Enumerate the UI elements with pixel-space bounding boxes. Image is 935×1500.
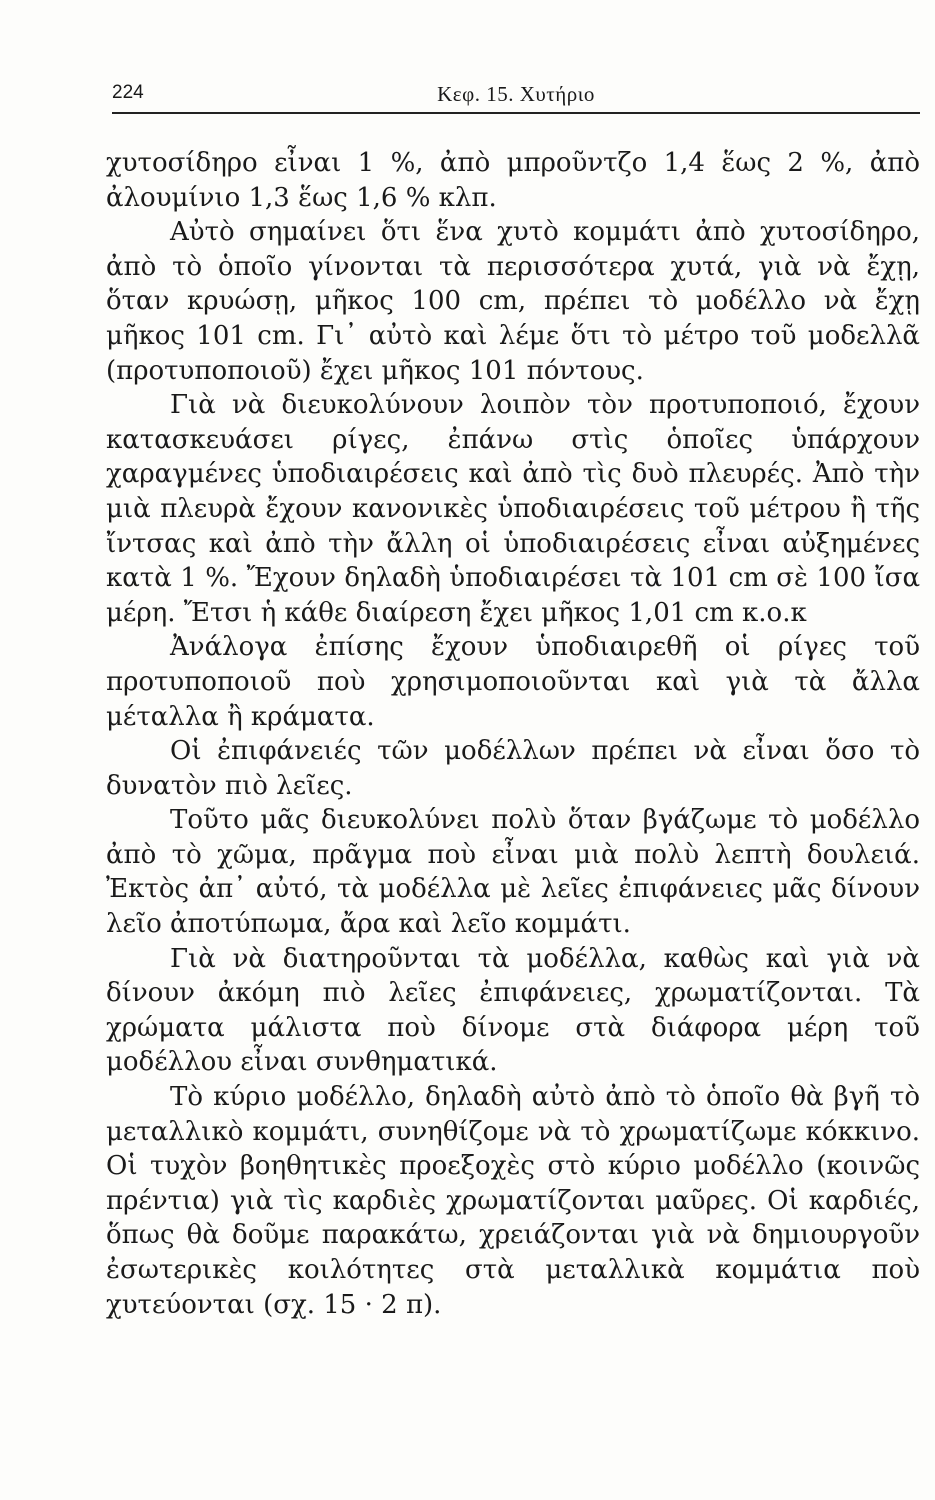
paragraph: Γιὰ νὰ διευκολύνουν λοιπὸν τὸν προτυποποιό, ἔχουν κατασκευάσει ρίγες, ἐπάνω στὶς ὁποῖες ὑπάρχουν χαραγμένες ὑποδιαιρέσεις καὶ ἀπὸ τὶς δυὸ πλευρές. Ἀπὸ τὴν μιὰ πλευρὰ ἔχουν κανονικὲς ὑποδιαιρέσεις τοῦ μέτρου ἢ τῆς ἴντσας καὶ ἀπὸ τὴν ἄλλη οἱ ὑποδιαιρέσεις εἶναι αὐξημένες κατὰ 1 %. Ἔχουν δηλαδὴ ὑποδιαιρέσει τὰ 101 cm σὲ 100 ἴσα μέρη. Ἔτσι ἡ κάθε διαίρεση ἔχει μῆκος 1,01 cm κ.ο.κ — [106, 390, 920, 628]
paragraph: Αὐτὸ σημαίνει ὅτι ἕνα χυτὸ κομμάτι ἀπὸ χυτοσίδηρο, ἀπὸ τὸ ὁποῖο γίνονται τὰ περισσότερα χυτά, γιὰ νὰ ἔχῃ, ὅταν κρυώσῃ, μῆκος 100 cm, πρέπει τὸ μοδέλλο νὰ ἔχῃ μῆκος 101 cm. Γι᾽ αὐτὸ καὶ λέμε ὅτι τὸ μέτρο τοῦ μοδελλᾶ (προτυποποιοῦ) ἔχει μῆκος 101 πόντους. — [106, 217, 920, 386]
paragraph: Οἱ ἐπιφάνειές τῶν μοδέλλων πρέπει νὰ εἶναι ὅσο τὸ δυνατὸν πιὸ λεῖες. — [106, 736, 920, 801]
paragraph: Ἀνάλογα ἐπίσης ἔχουν ὑποδιαιρεθῆ οἱ ρίγες τοῦ προτυποποιοῦ ποὺ χρησιμοποιοῦνται καὶ γιὰ τὰ ἄλλα μέταλλα ἢ κράματα. — [106, 632, 920, 732]
paragraph: Γιὰ νὰ διατηροῦνται τὰ μοδέλλα, καθὼς καὶ γιὰ νὰ δίνουν ἀκόμη πιὸ λεῖες ἐπιφάνειες, χρωματίζονται. Τὰ χρώματα μάλιστα ποὺ δίνομε στὰ διάφορα μέρη τοῦ μοδέλλου εἶναι συνθηματικά. — [106, 943, 920, 1078]
running-title: Κεφ. 15. Χυτήριο — [437, 82, 595, 106]
paragraph: Τὸ κύριο μοδέλλο, δηλαδὴ αὐτὸ ἀπὸ τὸ ὁποῖο θὰ βγῆ τὸ μεταλλικὸ κομμάτι, συνηθίζομε νὰ τὸ χρωματίζωμε κόκκινο. Οἱ τυχὸν βοηθητικὲς προεξοχὲς στὸ κύριο μοδέλλο (κοινῶς πρέντια) γιὰ τὶς καρδιὲς χρωματίζονται μαῦρες. Οἱ καρδιές, ὅπως θὰ δοῦμε παρακάτω, χρειάζονται γιὰ νὰ δημιουργοῦν ἐσωτερικὲς κοιλότητες στὰ μεταλλικὰ κομμάτια ποὺ χυτεύονται (σχ. 15 · 2 π). — [106, 1082, 920, 1320]
page-header — [112, 78, 920, 114]
paragraph-continued: χυτοσίδηρο εἶναι 1 %, ἀπὸ μπροῦντζο 1,4 ἕως 2 %, ἀπὸ ἀλουμίνιο 1,3 ἕως 1,6 % κλπ. — [106, 148, 920, 213]
paragraph: Τοῦτο μᾶς διευκολύνει πολὺ ὅταν βγάζωμε τὸ μοδέλλο ἀπὸ τὸ χῶμα, πρᾶγμα ποὺ εἶναι μιὰ πολὺ λεπτὴ δουλειά. Ἐκτὸς ἀπ᾽ αὐτό, τὰ μοδέλλα μὲ λεῖες ἐπιφάνειες μᾶς δίνουν λεῖο ἀποτύπωμα, ἄρα καὶ λεῖο κομμάτι. — [106, 805, 920, 940]
body-text — [106, 146, 920, 1322]
page-number: 224 — [112, 82, 144, 103]
